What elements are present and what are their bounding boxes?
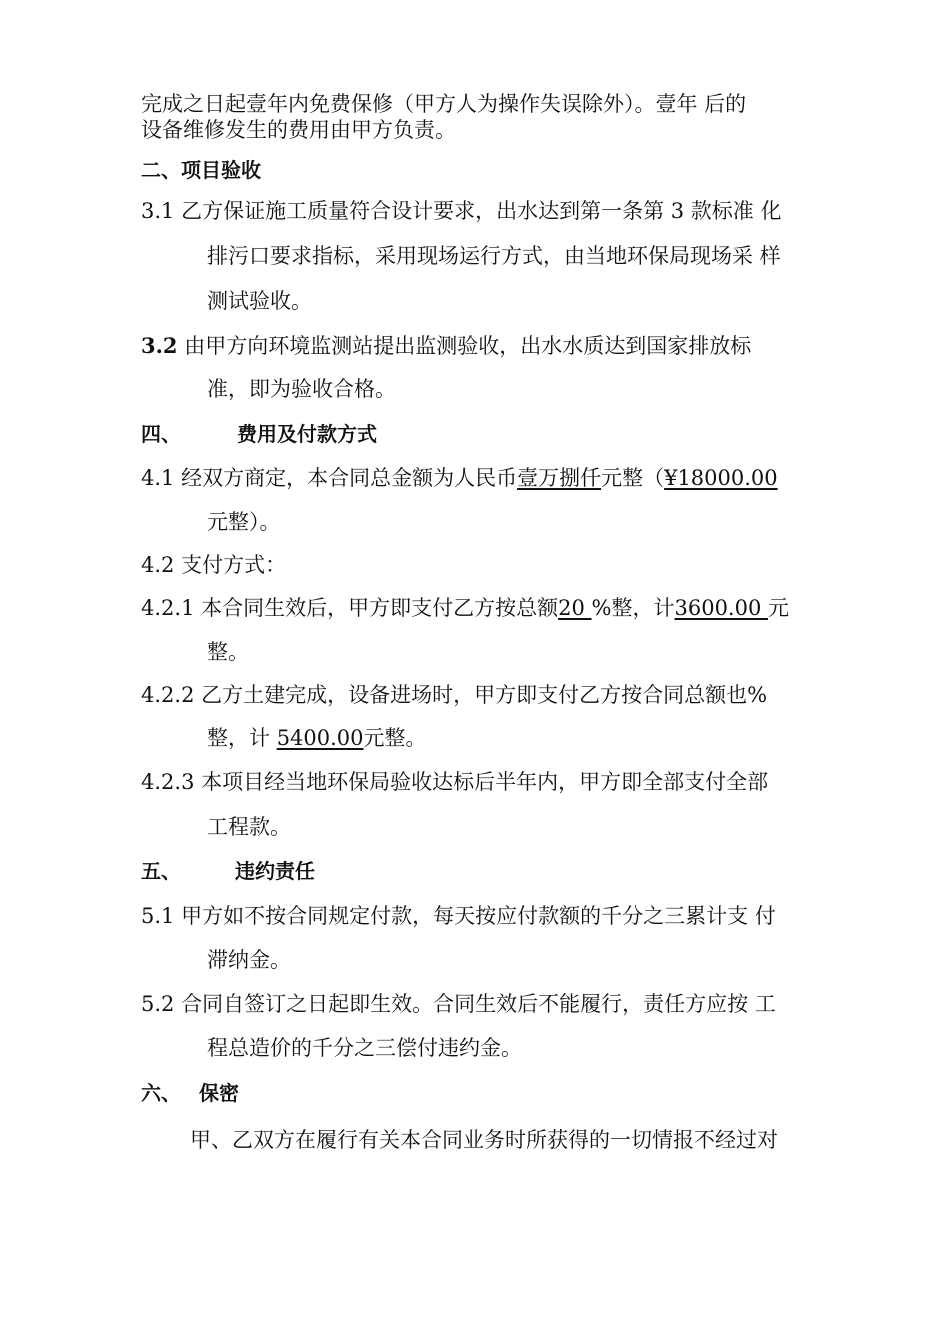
- clause-5-2-line-1: 5.2 合同自签订之日起即生效。合同生效后不能履行，责任方应按 工: [141, 992, 776, 1016]
- intro-line-1: 完成之日起壹年内免费保修（甲方人为操作失误除外）。壹年 后的: [141, 92, 747, 116]
- clause-4-2-2-text: 整，计: [207, 726, 277, 750]
- section-heading-acceptance: 二、项目验收: [141, 158, 261, 182]
- clause-3-2-line-2: 准，即为验收合格。: [207, 377, 396, 401]
- clause-4-1-text: 4.1 经双方商定，本合同总金额为人民币: [141, 466, 518, 490]
- first-payment-amount: 3600.00: [674, 596, 768, 620]
- section-5-number: 五、: [141, 859, 181, 883]
- clause-4-2-1-line-1: [141, 595, 789, 621]
- clause-3-2-line-1: [141, 333, 751, 359]
- first-payment-percent: 20: [558, 596, 592, 620]
- clause-5-1-line-2: 滞纳金。: [207, 948, 291, 972]
- clause-4-1-line-2: 元整）。: [207, 510, 281, 534]
- section-4-title: 费用及付款方式: [237, 422, 377, 446]
- clause-3-2-number: 3.2: [141, 333, 178, 358]
- confidentiality-paragraph: 甲、乙双方在履行有关本合同业务时所获得的一切情报不经过对: [190, 1128, 778, 1152]
- section-heading-confidentiality: [141, 1080, 239, 1106]
- total-amount-figures: ¥18000.00: [664, 466, 778, 490]
- clause-4-2-1-mid: %整，计: [591, 596, 675, 620]
- clause-4-2-2-line-2: [207, 725, 427, 751]
- section-4-number: 四、: [141, 422, 181, 446]
- total-amount-words: 壹万捌仟: [517, 466, 602, 490]
- clause-4-2: 4.2 支付方式：: [141, 553, 287, 577]
- clause-4-1-mid: 元整（: [601, 466, 665, 490]
- clause-4-1-line-1: [141, 465, 778, 491]
- section-heading-liability: [141, 858, 315, 884]
- second-payment-amount: 5400.00: [276, 726, 364, 750]
- intro-line-2: 设备维修发生的费用由甲方负责。: [141, 118, 456, 142]
- clause-4-2-1-text: 4.2.1 本合同生效后，甲方即支付乙方按总额: [141, 596, 559, 620]
- clause-3-1-line-2: 排污口要求指标，采用现场运行方式，由当地环保局现场采 样: [207, 244, 781, 268]
- clause-3-1-line-1: 3.1 乙方保证施工质量符合设计要求，出水达到第一条第 3 款标准 化: [141, 199, 782, 223]
- section-6-title: 保密: [199, 1081, 239, 1105]
- clause-4-2-1-line-2: 整。: [207, 640, 249, 664]
- clause-3-2-text: 由甲方向环境监测站提出监测验收，出水水质达到国家排放标: [177, 334, 752, 358]
- section-6-number: 六、: [141, 1081, 181, 1105]
- section-heading-payment: [141, 421, 377, 447]
- clause-3-1-line-3: 测试验收。: [207, 289, 312, 313]
- clause-4-2-2-line-1: 4.2.2 乙方土建完成，设备进场时，甲方即支付乙方按合同总额也%: [141, 683, 768, 707]
- clause-4-2-3-line-2: 工程款。: [207, 815, 291, 839]
- clause-4-2-2-post: 元整。: [363, 726, 427, 750]
- clause-5-2-line-2: 程总造价的千分之三偿付违约金。: [207, 1036, 522, 1060]
- clause-4-2-1-post: 元: [768, 596, 789, 620]
- clause-5-1-line-1: 5.1 甲方如不按合同规定付款，每天按应付款额的千分之三累计支 付: [141, 904, 776, 928]
- section-5-title: 违约责任: [235, 859, 315, 883]
- clause-4-2-3-line-1: 4.2.3 本项目经当地环保局验收达标后半年内，甲方即全部支付全部: [141, 770, 769, 794]
